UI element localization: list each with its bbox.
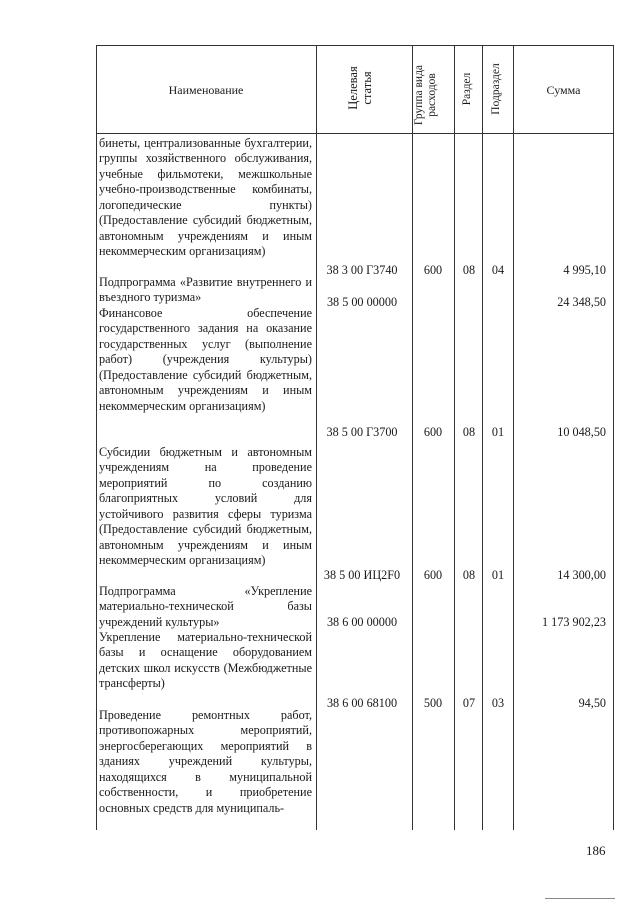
row-code: 38 5 00 Г3700 [326, 425, 398, 439]
page-number: 186 [586, 843, 606, 858]
row-sum: 1 173 902,23 [542, 615, 606, 629]
row-sum: 10 048,50 [557, 425, 606, 439]
row-code: 38 5 00 00000 [326, 295, 398, 309]
row-razd: 08 [462, 425, 476, 439]
row-name: Подпрограмма «Укрепление материально-технической базы учреждений культуры» [99, 584, 312, 629]
row-vid: 600 [423, 568, 443, 582]
row-name: Подпрограмма «Развитие внутреннего и въездного туризма» [99, 275, 312, 305]
header-sum: Сумма [546, 83, 581, 97]
row-razd: 08 [462, 263, 476, 277]
row-code: 38 6 00 68100 [326, 696, 398, 710]
row-pod: 03 [491, 696, 505, 710]
row-name: бинеты, централизованные бухгалтерии, группы хозяйственного обслуживания, учебные фильмотеки, межшкольные учебно-производственные комбинаты, логопедические пункты) (Предоставление субсидий бюджетным, автономным учреждениям и иным некоммерческим организациям) [99, 136, 312, 259]
names-column [99, 136, 312, 816]
row-vid: 600 [423, 425, 443, 439]
row-pod: 01 [491, 425, 505, 439]
row-pod: 04 [491, 263, 505, 277]
header-bottom-border [96, 133, 614, 134]
row-razd: 07 [462, 696, 476, 710]
header-name: Наименование [168, 83, 244, 97]
table-right-border [613, 45, 614, 830]
row-pod: 01 [491, 568, 505, 582]
table-left-border [96, 45, 97, 830]
header-section: Раздел [461, 72, 473, 106]
row-code: 38 5 00 ИЦ2F0 [323, 568, 401, 582]
row-name: Проведение ремонтных работ, противопожарных мероприятий, энергосберегающих мероприятий в зданиях учреждений культуры, находящихся в муниципальной собственности, и приобретение основных средств для муниципаль- [99, 708, 312, 815]
scan-edge-line [545, 898, 615, 899]
row-code: 38 3 00 Г3740 [326, 263, 398, 277]
row-name: Укрепление материально-технической базы и оснащение оборудованием детских школ искусств (Межбюджетные трансферты) [99, 630, 312, 691]
row-name: Финансовое обеспечение государственного задания на оказание государственных услуг (выполнение работ) (учреждения культуры) (Предоставление субсидий бюджетным, автономным учреждениям и иным некоммерческим организациям) [99, 306, 312, 413]
row-name: Субсидии бюджетным и автономным учреждениям на проведение мероприятий по созданию благоприятных условий для устойчивого развития сферы туризма (Предоставление субсидий бюджетным, автономным учреждениям и иным некоммерческим организациям) [99, 445, 312, 568]
row-razd: 08 [462, 568, 476, 582]
row-sum: 94,50 [578, 696, 606, 710]
header-group: Группа вида расходов [413, 64, 438, 126]
row-sum: 14 300,00 [557, 568, 606, 582]
header-subsection: Подраздел [490, 63, 502, 115]
row-vid: 600 [423, 263, 443, 277]
row-code: 38 6 00 00000 [326, 615, 398, 629]
row-sum: 24 348,50 [557, 295, 606, 309]
row-vid: 500 [423, 696, 443, 710]
row-sum: 4 995,10 [563, 263, 606, 277]
header-target: Целевая статья [346, 66, 374, 110]
